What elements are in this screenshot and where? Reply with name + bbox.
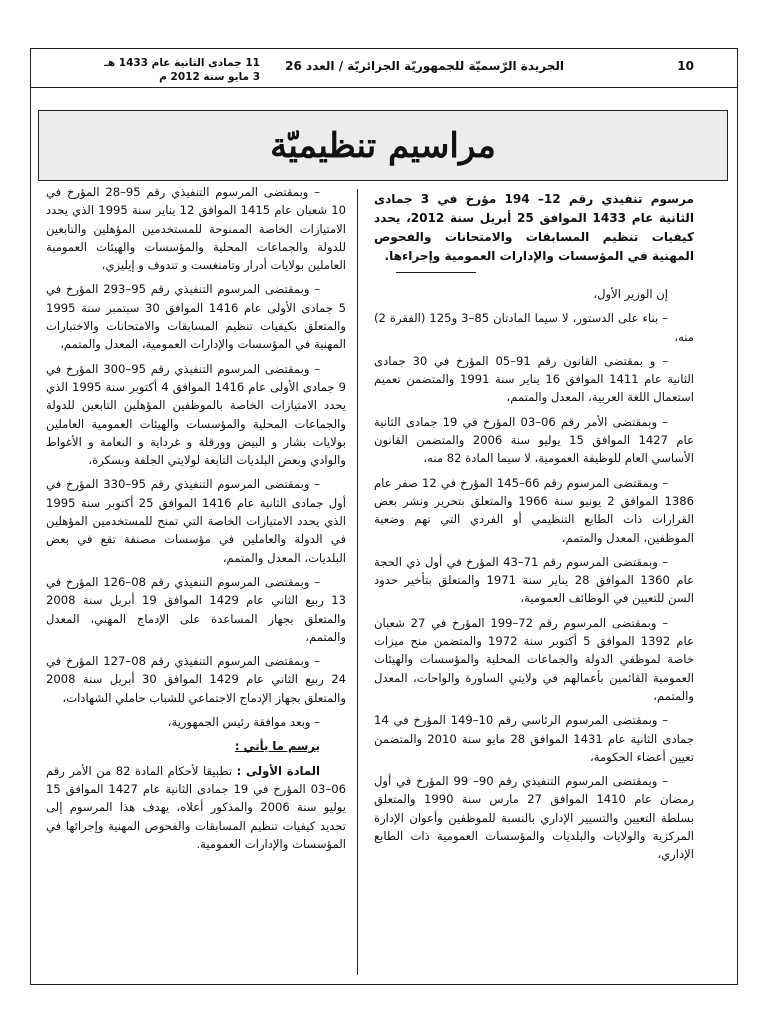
- issue-date: [100, 56, 260, 84]
- article-text: تطبيقا لأحكام المادة 82 من الأمر رقم 06–03 المؤرخ في 19 جمادى الثانية عام 1427 الموافق 15 يوليو سنة 2006 والمذكور أعلاه، يهدف هذا المرسوم إلى تحديد كيفيات تنظيم المسابقات والفحوص المهنية وإجرائها في المؤسسات والإدارات العمومية.: [46, 763, 346, 851]
- decree-phrase: يرسم ما يأتي :: [234, 739, 320, 754]
- hijri-date: 11 جمادى الثانية عام 1433 هـ: [104, 57, 260, 69]
- gazette-title: الجريدة الرّسميّة للجمهوريّة الجزائريّة / العدد 26: [285, 59, 564, 73]
- visa-paragraph: – و بمقتضى القانون رقم 91–05 المؤرخ في 30 جمادى الثانية عام 1411 الموافق 16 يناير سنة 1991 والمتضمن تعميم استعمال اللغة العربية، المعدل والمتمم،: [374, 353, 694, 405]
- header-rule: [30, 87, 738, 88]
- visa-paragraph: – وبمقتضى المرسوم التنفيذي رقم 95–293 المؤرخ في 5 جمادى الأولى عام 1416 الموافق 30 سبتمبر سنة 1995 والمتعلق بكيفيات تنظيم المسابقات والامتحانات والاختبارات المهنية في المؤسسات والإدارات العمومية، المعدل والمتمم،: [46, 282, 347, 352]
- title-separator: [396, 272, 476, 273]
- article-one: [46, 762, 346, 853]
- visa-paragraph: – وبمقتضى المرسوم التنفيذي رقم 95–28 المؤرخ في 10 شعبان عام 1415 الموافق 12 يناير سنة 1995 الذي يحدد الامتيازات الخاصة الممنوحة للمستخدمين المؤهلين والتابعين للدولة والجماعات المحلية والمؤسسات والهيئات العمومية العاملين بولايات أدرار وتامنغست و تندوف و إيليزي،: [46, 185, 346, 273]
- column-divider: [357, 189, 358, 975]
- approval-paragraph: – وبعد موافقة رئيس الجمهورية،: [167, 715, 320, 730]
- visa-paragraph: – وبمقتضى الأمر رقم 06–03 المؤرخ في 19 جمادى الثانية عام 1427 الموافق 15 يوليو سنة 2006 والمتضمن القانون الأساسي العام للوظيفة العمومية، لا سيما المادة 82 منه،: [374, 414, 694, 466]
- visa-paragraph: – وبمقتضى المرسوم التنفيذي رقم 90– 99 المؤرخ في أول رمضان عام 1410 الموافق 27 مارس سنة 1990 والمتعلق بسلطة التعيين والتسيير الإداري بالنسبة للموظفين وأعوان الإدارة المركزية والولايات والبلديات والمؤسسات العمومية ذات الطابع الإداري،: [374, 774, 695, 862]
- visa-paragraph: – وبمقتضى المرسوم التنفيذي رقم 08–127 المؤرخ في 24 ربيع الثاني عام 1429 الموافق 30 أبريل سنة 2008 والمتعلق بجهاز الإدماج الاجتماعي للشباب حاملي الشهادات،: [46, 654, 346, 705]
- left-column: [46, 183, 346, 859]
- visa-paragraph: – وبمقتضى المرسوم التنفيذي رقم 95–330 المؤرخ في أول جمادى الثانية عام 1416 الموافق 25 أكتوبر سنة 1995 الذي يحدد الامتيازات الخاصة التي تمنح للمستخدمين المؤهلين في الدولة والعاملين في مؤسسات مصنفة تقع في بعض البلديات، المعدل والمتمم،: [46, 477, 346, 565]
- decree-phrase-line: [46, 737, 346, 755]
- visa-paragraph: – بناء على الدستور، لا سيما المادتان 85–3 و125 (الفقرة 2) منه،: [374, 311, 694, 344]
- gregorian-date: 3 مايو سنة 2012 م: [159, 71, 260, 83]
- visa-paragraph: – وبمقتضى المرسوم التنفيذي رقم 08–126 المؤرخ في 13 ربيع الثاني عام 1429 الموافق 19 أبريل سنة 2008 والمتعلق بجهاز المساعدة على الإدماج المهني، المعدل والمتمم،: [46, 574, 346, 644]
- page-number: 10: [677, 59, 694, 73]
- section-title: مراسيم تنظيميّة: [270, 125, 496, 166]
- visa-paragraph: – وبمقتضى المرسوم رقم 72–199 المؤرخ في 27 شعبان عام 1392 الموافق 5 أكتوبر سنة 1972 والمتضمن منح ميزات خاصة لموظفي الدولة والجماعات المحلية والمؤسسات والهيئات العمومية القائمين بأعمالهم في ولايتي الساورة والواحات، المعدل والمتمم،: [374, 615, 694, 703]
- right-column: [374, 190, 694, 870]
- decree-title: مرسوم تنفيذي رقم 12– 194 مؤرخ في 3 جمادى الثانية عام 1433 الموافق 25 أبريل سنة 2012، يحدد كيفيات تنظيم المسابقات والامتحانات والفحوص المهنية في المؤسسات والإدارات العمومية وإجراءها.: [374, 192, 694, 263]
- section-banner: [38, 110, 728, 181]
- visa-paragraph: – وبمقتضى المرسوم رقم 66–145 المؤرخ في 12 صفر عام 1386 الموافق 2 يونيو سنة 1966 والمتعلق بتحرير ونشر بعض القرارات ذات الطابع التنظيمي أو الفردي التي تهم وضعية الموظفين، المعدل والمتمم،: [374, 475, 695, 545]
- visa-paragraph: – وبمقتضى المرسوم رقم 71–43 المؤرخ في أول ذي الحجة عام 1360 الموافق 28 يناير سنة 1971 والمتعلق بتأخير حدود السن للتعيين في الوظائف العمومية،: [374, 554, 695, 606]
- addressee: إن الوزير الأول،: [593, 287, 668, 301]
- article-label: المادة الأولى :: [236, 763, 320, 778]
- visa-paragraph: – وبمقتضى المرسوم الرئاسي رقم 10–149 المؤرخ في 14 جمادى الثانية عام 1431 الموافق 28 مايو سنة 2010 والمتضمن تعيين أعضاء الحكومة،: [374, 713, 695, 764]
- visa-paragraph: – وبمقتضى المرسوم التنفيذي رقم 95–300 المؤرخ في 9 جمادى الأولى عام 1416 الموافق 4 أكتوبر سنة 1995 الذي يحدد الامتيازات الخاصة بالموظفين المؤهلين التابعين للدولة والجماعات المحلية والمؤسسات والهيئات العمومية العاملين بولايات بشار و البيض وورقلة و غرداية و النعامة و الأغواط والوادي وبعض البلديات التابعة لولايتي الجلفة وبسكرة،: [46, 361, 346, 468]
